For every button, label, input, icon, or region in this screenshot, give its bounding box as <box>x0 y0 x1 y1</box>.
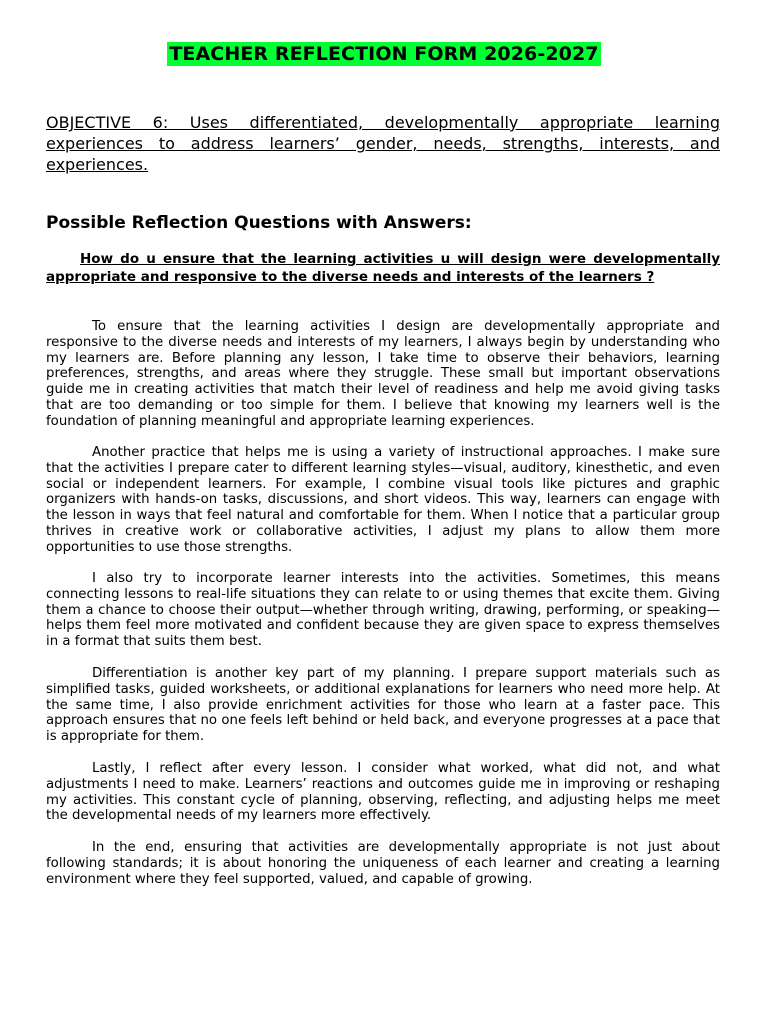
answer-paragraph-5: Lastly, I reflect after every lesson. I consider what worked, what did not, and what adjustments I need to make. Learners’ reactions and outcomes guide me in improving or reshaping my activities. This constant cycle of planning, observing, reflecting, and adjusting helps me meet the developmental needs of my learners more effectively. <box>46 761 720 824</box>
answer-paragraph-3: I also try to incorporate learner interests into the activities. Sometimes, this means connecting lessons to real-life situations they can relate to or using themes that excite them. Giving them a chance to choose their output—whether through writing, drawing, performing, or speaking—helps them feel more motivated and confident because they are given space to express themselves in a format that suits them best. <box>46 571 720 650</box>
question-text: How do u ensure that the learning activities u will design were developmentally appropriate and responsive to the diverse needs and interests of the learners ? <box>46 251 720 285</box>
objective-statement: OBJECTIVE 6: Uses differentiated, developmentally appropriate learning experiences to address learners’ gender, needs, strengths, interests, and experiences. <box>46 113 720 174</box>
answer-paragraph-2: Another practice that helps me is using a variety of instructional approaches. I make sure that the activities I prepare cater to different learning styles—visual, auditory, kinesthetic, and even social or independent learners. For example, I combine visual tools like pictures and graphic organizers with hands-on tasks, discussions, and short videos. This way, learners can engage with the lesson in ways that feel natural and comfortable for them. When I notice that a particular group thrives in creative work or collaborative activities, I adjust my plans to allow them more opportunities to use those strengths. <box>46 445 720 555</box>
document-title: TEACHER REFLECTION FORM 2026-2027 <box>169 43 599 65</box>
answer-paragraph-1: To ensure that the learning activities I design are developmentally appropriate and responsive to the diverse needs and interests of my learners, I always begin by understanding who my learners are. Before planning any lesson, I take time to observe their behaviors, learning preferences, strengths, and areas where they struggle. These small but important observations guide me in creating activities that match their level of readiness and help me avoid giving tasks that are too demanding or too simple for them. I believe that knowing my learners well is the foundation of planning meaningful and appropriate learning experiences. <box>46 319 720 429</box>
reflection-question <box>46 251 720 286</box>
answer-paragraph-4: Differentiation is another key part of my planning. I prepare support materials such as simplified tasks, guided worksheets, or additional explanations for learners who need more help. At the same time, I also provide enrichment activities for those who learn at a faster pace. This approach ensures that no one feels left behind or held back, and everyone progresses at a pace that is appropriate for them. <box>46 666 720 745</box>
section-heading: Possible Reflection Questions with Answers: <box>46 213 472 233</box>
answer-paragraph-6: In the end, ensuring that activities are developmentally appropriate is not just about following standards; it is about honoring the uniqueness of each learner and creating a learning environment where they feel supported, valued, and capable of growing. <box>46 840 720 887</box>
title-container <box>0 42 768 66</box>
